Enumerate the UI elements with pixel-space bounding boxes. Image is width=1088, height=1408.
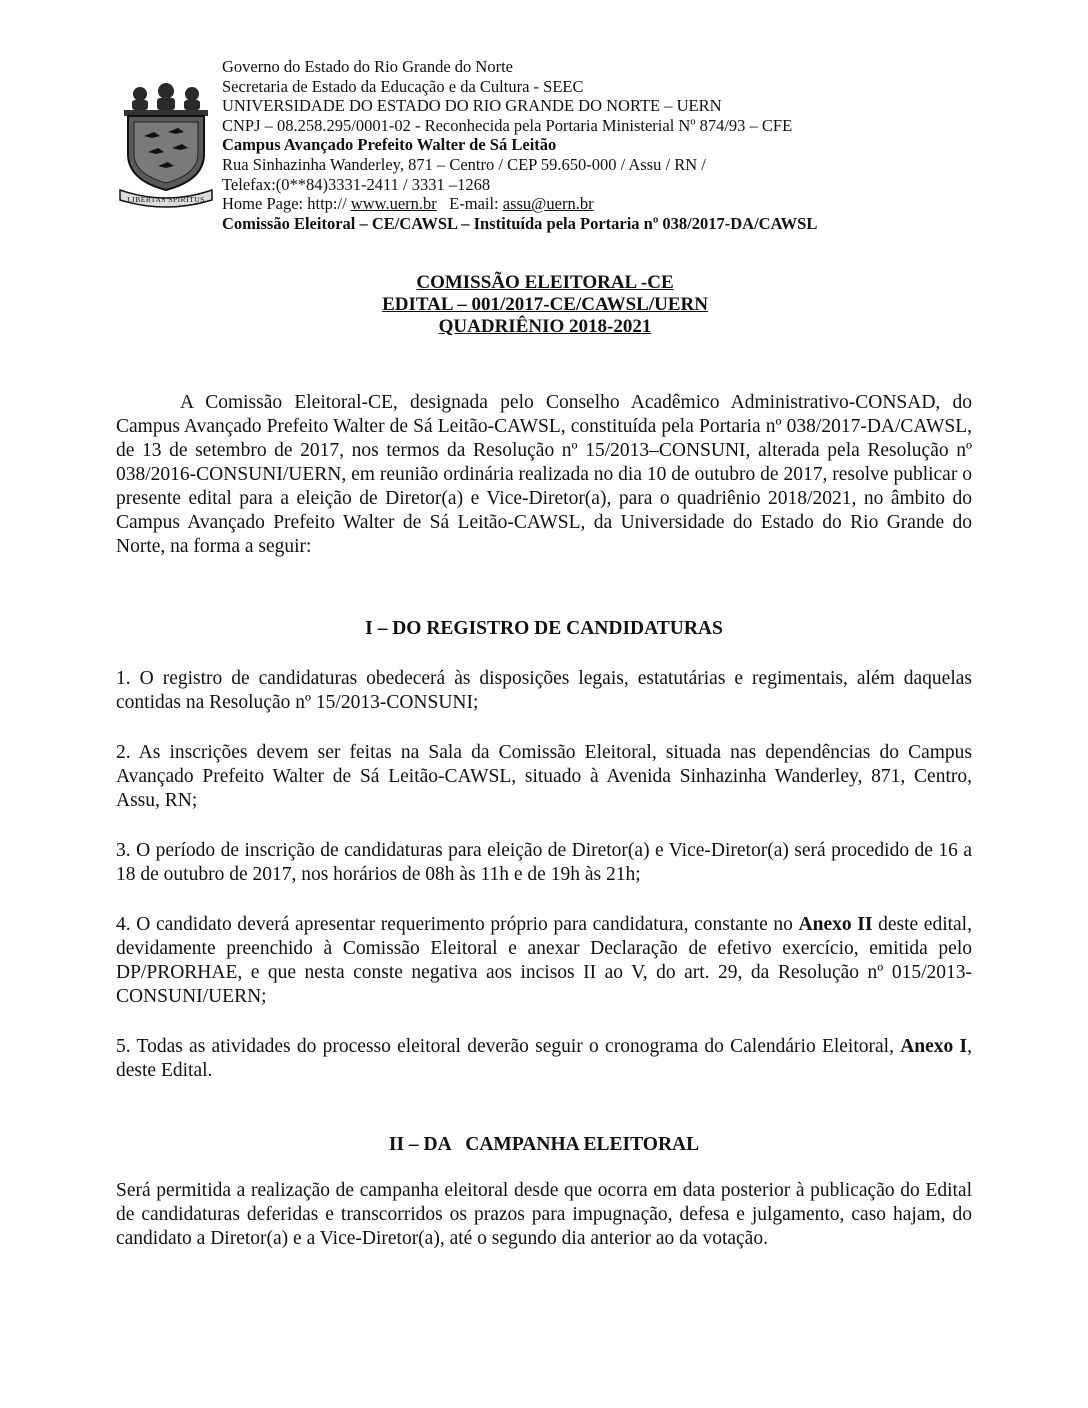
header-address: Rua Sinhazinha Wanderley, 871 – Centro / CEP 59.650-000 / Assu / RN / (222, 154, 706, 174)
title-edital: EDITAL – 001/2017-CE/CAWSL/UERN (382, 294, 708, 315)
commission-line: Comissão Eleitoral – CE/CAWSL – Instituída pela Portaria nº 038/2017-DA/CAWSL (222, 213, 818, 233)
item-2-paragraph: 2. As inscrições devem ser feitas na Sala da Comissão Eleitoral, situada nas dependências do Campus Avançado Prefeito Walter de Sá Leitão-CAWSL, situado à Avenida Sinhazinha Wanderley, 871, Centro, Assu, RN; (116, 742, 972, 811)
item-5-text-b: , deste Edital. (116, 1036, 972, 1081)
anexo-ii-bold: Anexo II (798, 914, 873, 935)
anexo-i-bold: Anexo I (900, 1036, 968, 1057)
header-line: UNIVERSIDADE DO ESTADO DO RIO GRANDE DO NORTE – UERN (222, 96, 722, 116)
homepage-label: Home Page: http:// (222, 194, 351, 214)
campus-name: Campus Avançado Prefeito Walter de Sá Leitão (222, 135, 557, 155)
header-contact-line (222, 194, 982, 214)
logo-motto: LIBERTAS SPIRITUS (127, 195, 205, 204)
document-body (116, 391, 972, 1251)
email-label: E-mail: (436, 194, 503, 214)
item-4-text-b: deste edital, devidamente preenchido à Comissão Eleitoral e anexar Declaração de efetivo exercício, emitida pelo DP/PRORHAE, e que nesta conste negativa aos incisos II ao V, do art. 29, da Resolução nº 015/2013-CONSUNI/UERN; (116, 914, 972, 1007)
title-quadrennium: QUADRIÊNIO 2018-2021 (438, 316, 652, 337)
section-heading-registro: I – DO REGISTRO DE CANDIDATURAS (365, 618, 723, 639)
document-title-block (120, 272, 970, 338)
item-5-text-a: 5. Todas as atividades do processo eleitoral deverão seguir o cronograma do Calendário Eleitoral, (116, 1036, 901, 1057)
item-4-paragraph (116, 913, 972, 1009)
intro-paragraph: A Comissão Eleitoral-CE, designada pelo Conselho Acadêmico Administrativo-CONSAD, do Campus Avançado Prefeito Walter de Sá Leitão-CAWSL, constituída pela Portaria nº 038/2017-DA/CAWSL, de 13 de setembro de 2017, nos termos da Resolução nº 15/2013–CONSUNI, alterada pela Resolução nº 038/2016-CONSUNI/UERN, em reunião ordinária realizada no dia 10 de outubro de 2017, resolve publicar o presente edital para a eleição de Diretor(a) e Vice-Diretor(a), para o quadriênio 2018/2021, no âmbito do Campus Avançado Prefeito Walter de Sá Leitão-CAWSL, da Universidade do Estado do Rio Grande do Norte, na forma a seguir: (116, 392, 972, 557)
campaign-paragraph: Será permitida a realização de campanha eleitoral desde que ocorra em data posterior à publicação do Edital de candidaturas deferidas e transcorridos os prazos para impugnação, defesa e julgamento, caso hajam, do candidato a Diretor(a) e a Vice-Diretor(a), até o segundo dia anterior ao da votação. (116, 1180, 972, 1249)
header-line: CNPJ – 08.258.295/0001-02 - Reconhecida pela Portaria Ministerial Nº 874/93 – CFE (222, 115, 793, 135)
university-coat-of-arms-logo (118, 82, 214, 212)
section-heading-campanha: II – DA CAMPANHA ELEITORAL (388, 1134, 700, 1155)
item-1-paragraph: 1. O registro de candidaturas obedecerá às disposições legais, estatutárias e regimentais, além daquelas contidas na Resolução nº 15/2013-CONSUNI; (116, 668, 972, 713)
header-line: Governo do Estado do Rio Grande do Norte (222, 57, 513, 76)
title-commission: COMISSÃO ELEITORAL -CE (416, 272, 674, 293)
item-3-paragraph: 3. O período de inscrição de candidaturas para eleição de Diretor(a) e Vice-Diretor(a) será procedido de 16 a 18 de outubro de 2017, nos horários de 08h às 11h e de 19h às 21h; (116, 840, 972, 885)
item-4-text-a: 4. O candidato deverá apresentar requerimento próprio para candidatura, constante no (116, 914, 799, 935)
header-line: Secretaria de Estado da Educação e da Cultura - SEEC (222, 76, 584, 96)
email-link[interactable]: assu@uern.br (502, 194, 594, 214)
item-5-paragraph (116, 1035, 972, 1083)
institution-header (222, 57, 982, 233)
header-phone: Telefax:(0**84)3331-2411 / 3331 –1268 (222, 174, 491, 194)
homepage-link[interactable]: www.uern.br (350, 194, 437, 214)
